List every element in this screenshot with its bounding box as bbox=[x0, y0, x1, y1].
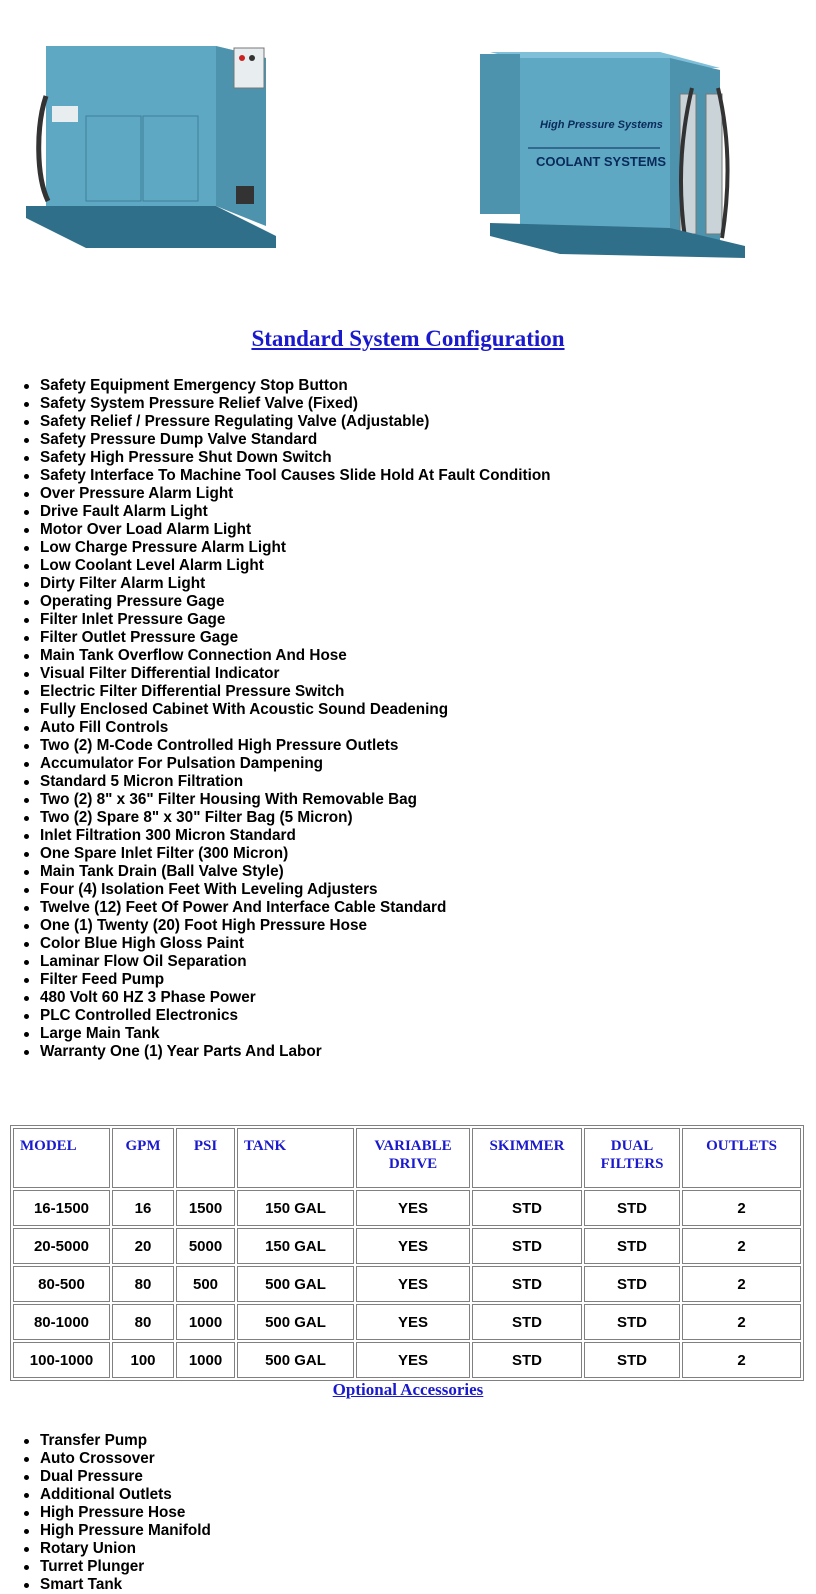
cell-gpm: 16 bbox=[112, 1190, 174, 1226]
list-item: Filter Outlet Pressure Gage bbox=[0, 629, 551, 647]
cell-variable-drive: YES bbox=[356, 1342, 470, 1378]
list-item: Drive Fault Alarm Light bbox=[0, 503, 551, 521]
table-row bbox=[13, 1342, 801, 1378]
list-item: Laminar Flow Oil Separation bbox=[0, 953, 551, 971]
list-item: Twelve (12) Feet Of Power And Interface Cable Standard bbox=[0, 899, 551, 917]
list-item: Safety High Pressure Shut Down Switch bbox=[0, 449, 551, 467]
junction-box bbox=[236, 186, 254, 204]
cell-model: 80-1000 bbox=[13, 1304, 110, 1340]
list-item: Inlet Filtration 300 Micron Standard bbox=[0, 827, 551, 845]
list-item: Accumulator For Pulsation Dampening bbox=[0, 755, 551, 773]
control-panel bbox=[234, 48, 264, 88]
list-item: Main Tank Overflow Connection And Hose bbox=[0, 647, 551, 665]
model-table bbox=[10, 1125, 804, 1381]
product-photo-filters bbox=[480, 48, 752, 274]
header-gpm: GPM bbox=[112, 1128, 174, 1188]
indicator-light-red bbox=[239, 55, 245, 61]
list-item: Safety Equipment Emergency Stop Button bbox=[0, 377, 551, 395]
cell-psi: 1500 bbox=[176, 1190, 235, 1226]
list-item: Over Pressure Alarm Light bbox=[0, 485, 551, 503]
list-item: High Pressure Manifold bbox=[0, 1522, 211, 1540]
header-variable-drive: VARIABLE DRIVE bbox=[356, 1128, 470, 1188]
cell-outlets: 2 bbox=[682, 1228, 801, 1264]
list-item: Rotary Union bbox=[0, 1540, 211, 1558]
indicator-light bbox=[249, 55, 255, 61]
list-item: High Pressure Hose bbox=[0, 1504, 211, 1522]
header-dual-filters: DUAL FILTERS bbox=[584, 1128, 680, 1188]
list-item: Electric Filter Differential Pressure Switch bbox=[0, 683, 551, 701]
list-item: Warranty One (1) Year Parts And Labor bbox=[0, 1043, 551, 1061]
list-item: Four (4) Isolation Feet With Leveling Adjusters bbox=[0, 881, 551, 899]
cell-skimmer: STD bbox=[472, 1304, 582, 1340]
cell-variable-drive: YES bbox=[356, 1190, 470, 1226]
cell-variable-drive: YES bbox=[356, 1228, 470, 1264]
list-item: Filter Feed Pump bbox=[0, 971, 551, 989]
list-item: Visual Filter Differential Indicator bbox=[0, 665, 551, 683]
list-item: Two (2) M-Code Controlled High Pressure Outlets bbox=[0, 737, 551, 755]
list-item: Color Blue High Gloss Paint bbox=[0, 935, 551, 953]
cell-outlets: 2 bbox=[682, 1304, 801, 1340]
cell-outlets: 2 bbox=[682, 1266, 801, 1302]
cell-skimmer: STD bbox=[472, 1342, 582, 1378]
table-row bbox=[13, 1228, 801, 1264]
list-item: Safety System Pressure Relief Valve (Fixed) bbox=[0, 395, 551, 413]
cell-gpm: 100 bbox=[112, 1342, 174, 1378]
list-item: Smart Tank bbox=[0, 1576, 211, 1594]
cell-gpm: 80 bbox=[112, 1266, 174, 1302]
table-row bbox=[13, 1266, 801, 1302]
list-item: Dirty Filter Alarm Light bbox=[0, 575, 551, 593]
cell-psi: 1000 bbox=[176, 1304, 235, 1340]
standard-config-title[interactable]: Standard System Configuration bbox=[251, 326, 565, 351]
cell-tank: 500 GAL bbox=[237, 1304, 354, 1340]
cell-skimmer: STD bbox=[472, 1190, 582, 1226]
list-item: Filter Inlet Pressure Gage bbox=[0, 611, 551, 629]
cell-outlets: 2 bbox=[682, 1190, 801, 1226]
cell-tank: 500 GAL bbox=[237, 1342, 354, 1378]
list-item: Auto Fill Controls bbox=[0, 719, 551, 737]
list-item: Fully Enclosed Cabinet With Acoustic Sound Deadening bbox=[0, 701, 551, 719]
list-item: Safety Relief / Pressure Regulating Valve (Adjustable) bbox=[0, 413, 551, 431]
cell-psi: 500 bbox=[176, 1266, 235, 1302]
cell-gpm: 80 bbox=[112, 1304, 174, 1340]
cell-variable-drive: YES bbox=[356, 1304, 470, 1340]
cell-psi: 5000 bbox=[176, 1228, 235, 1264]
filter-housing-right bbox=[706, 94, 722, 234]
table-row bbox=[13, 1304, 801, 1340]
list-item: Additional Outlets bbox=[0, 1486, 211, 1504]
cabinet-front bbox=[46, 46, 216, 206]
product-photo-front bbox=[26, 36, 286, 274]
list-item: Motor Over Load Alarm Light bbox=[0, 521, 551, 539]
cell-variable-drive: YES bbox=[356, 1266, 470, 1302]
list-item: PLC Controlled Electronics bbox=[0, 1007, 551, 1025]
optional-accessories-list bbox=[0, 1432, 211, 1594]
list-item: Main Tank Drain (Ball Valve Style) bbox=[0, 863, 551, 881]
gauge-panel bbox=[52, 106, 78, 122]
optional-accessories-title[interactable]: Optional Accessories bbox=[332, 1380, 484, 1399]
list-item: Auto Crossover bbox=[0, 1450, 211, 1468]
list-item: Standard 5 Micron Filtration bbox=[0, 773, 551, 791]
brand-logo-line2: COOLANT SYSTEMS bbox=[536, 154, 667, 169]
cabinet-front bbox=[520, 58, 670, 228]
cell-dual-filters: STD bbox=[584, 1266, 680, 1302]
header-outlets: OUTLETS bbox=[682, 1128, 801, 1188]
list-item: Large Main Tank bbox=[0, 1025, 551, 1043]
cell-dual-filters: STD bbox=[584, 1228, 680, 1264]
cell-dual-filters: STD bbox=[584, 1304, 680, 1340]
cabinet-side-door bbox=[480, 54, 520, 214]
header-model: MODEL bbox=[13, 1128, 110, 1188]
list-item: Operating Pressure Gage bbox=[0, 593, 551, 611]
header-skimmer: SKIMMER bbox=[472, 1128, 582, 1188]
list-item: 480 Volt 60 HZ 3 Phase Power bbox=[0, 989, 551, 1007]
list-item: Transfer Pump bbox=[0, 1432, 211, 1450]
cell-skimmer: STD bbox=[472, 1266, 582, 1302]
cell-model: 100-1000 bbox=[13, 1342, 110, 1378]
standard-config-list bbox=[0, 377, 551, 1061]
cell-tank: 500 GAL bbox=[237, 1266, 354, 1302]
brand-logo-line1: High Pressure Systems bbox=[540, 119, 663, 131]
cell-outlets: 2 bbox=[682, 1342, 801, 1378]
list-item: Low Coolant Level Alarm Light bbox=[0, 557, 551, 575]
table-row bbox=[13, 1190, 801, 1226]
list-item: Dual Pressure bbox=[0, 1468, 211, 1486]
cell-dual-filters: STD bbox=[584, 1342, 680, 1378]
list-item: Two (2) 8" x 36" Filter Housing With Removable Bag bbox=[0, 791, 551, 809]
list-item: One (1) Twenty (20) Foot High Pressure Hose bbox=[0, 917, 551, 935]
cell-model: 16-1500 bbox=[13, 1190, 110, 1226]
list-item: Safety Interface To Machine Tool Causes Slide Hold At Fault Condition bbox=[0, 467, 551, 485]
list-item: Turret Plunger bbox=[0, 1558, 211, 1576]
product-photos bbox=[0, 0, 816, 300]
list-item: Low Charge Pressure Alarm Light bbox=[0, 539, 551, 557]
list-item: Safety Pressure Dump Valve Standard bbox=[0, 431, 551, 449]
header-psi: PSI bbox=[176, 1128, 235, 1188]
header-tank: TANK bbox=[237, 1128, 354, 1188]
cell-skimmer: STD bbox=[472, 1228, 582, 1264]
cell-model: 20-5000 bbox=[13, 1228, 110, 1264]
cell-gpm: 20 bbox=[112, 1228, 174, 1264]
cell-tank: 150 GAL bbox=[237, 1228, 354, 1264]
cell-model: 80-500 bbox=[13, 1266, 110, 1302]
cell-tank: 150 GAL bbox=[237, 1190, 354, 1226]
cell-psi: 1000 bbox=[176, 1342, 235, 1378]
cell-dual-filters: STD bbox=[584, 1190, 680, 1226]
list-item: One Spare Inlet Filter (300 Micron) bbox=[0, 845, 551, 863]
table-header-row bbox=[13, 1128, 801, 1188]
list-item: Two (2) Spare 8" x 30" Filter Bag (5 Micron) bbox=[0, 809, 551, 827]
